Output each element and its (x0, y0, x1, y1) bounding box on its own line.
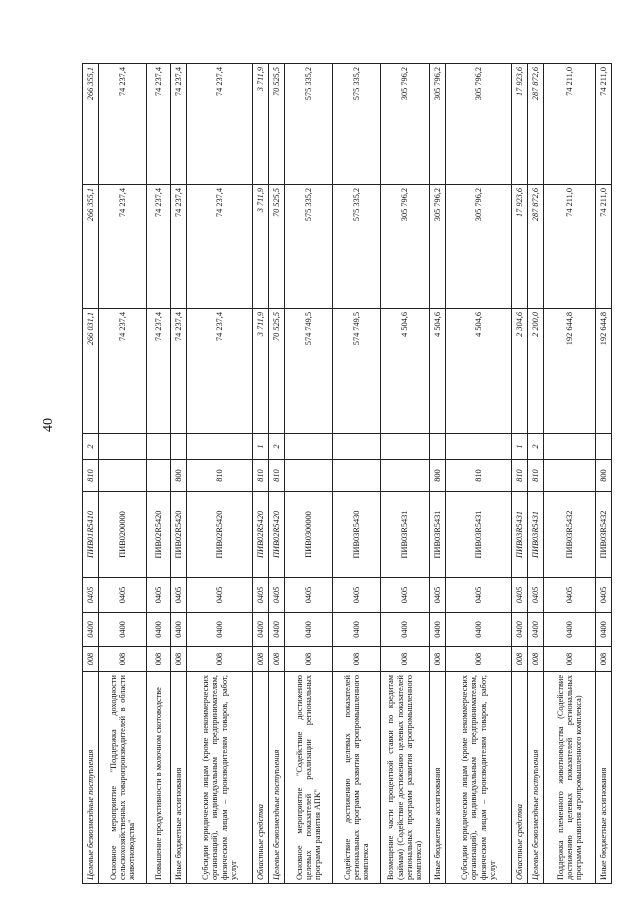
amount-2019-cell: 192 644,8 (596, 309, 612, 434)
target-article-cell: ПИВ02R5420 (269, 492, 285, 578)
budget-table (82, 63, 612, 884)
amount-2019-cell: 74 237,4 (187, 309, 253, 434)
amount-2021-cell: 287 872,6 (528, 64, 544, 185)
expense-type-cell: 810 (187, 460, 253, 492)
source-code-cell (147, 434, 171, 460)
amount-2019-cell: 74 237,4 (147, 309, 171, 434)
source-code-cell (171, 434, 187, 460)
expense-type-cell (99, 460, 147, 492)
table-row (171, 64, 187, 884)
name-cell: Целевые безвозмездные поступления (269, 672, 285, 884)
amount-2020-cell: 305 796,2 (381, 185, 430, 309)
name-cell: Целевые безвозмездные поступления (83, 672, 99, 884)
section-cell: 0400 (528, 613, 544, 647)
subsection-cell: 0405 (171, 578, 187, 613)
table-body (83, 64, 612, 884)
amount-2021-cell: 266 355,1 (83, 64, 99, 185)
ministry-code-cell: 008 (333, 647, 381, 672)
source-code-cell: 1 (253, 434, 269, 460)
expense-type-cell (333, 460, 381, 492)
ministry-code-cell: 008 (285, 647, 333, 672)
ministry-code-cell: 008 (381, 647, 430, 672)
amount-2021-cell: 305 796,2 (381, 64, 430, 185)
table-row (528, 64, 544, 884)
amount-2019-cell: 574 749,5 (285, 309, 333, 434)
amount-2019-cell: 3 711,9 (253, 309, 269, 434)
name-cell: Поддержка племенного животноводства (Содействие достижению целевых показателей региональных программ развития агропромышленного комплекса) (544, 672, 596, 884)
section-cell: 0400 (147, 613, 171, 647)
expense-type-cell: 810 (253, 460, 269, 492)
ministry-code-cell: 008 (430, 647, 446, 672)
expense-type-cell (544, 460, 596, 492)
expense-type-cell (285, 460, 333, 492)
amount-2021-cell: 3 711,9 (253, 64, 269, 185)
target-article-cell: ПИВ01R5410 (83, 492, 99, 578)
amount-2021-cell: 74 211,0 (544, 64, 596, 185)
amount-2021-cell: 305 796,2 (446, 64, 512, 185)
subsection-cell: 0405 (528, 578, 544, 613)
name-cell: Повышение продуктивности в молочном скотоводстве (147, 672, 171, 884)
amount-2021-cell: 74 237,4 (171, 64, 187, 185)
ministry-code-cell: 008 (171, 647, 187, 672)
amount-2020-cell: 74 237,4 (187, 185, 253, 309)
expense-type-cell: 810 (446, 460, 512, 492)
table-row (269, 64, 285, 884)
amount-2019-cell: 4 504,6 (430, 309, 446, 434)
amount-2019-cell: 574 749,5 (333, 309, 381, 434)
amount-2019-cell: 266 031,1 (83, 309, 99, 434)
source-code-cell (596, 434, 612, 460)
amount-2019-cell: 192 644,8 (544, 309, 596, 434)
source-code-cell: 1 (512, 434, 528, 460)
target-article-cell: ПИВ03R5431 (446, 492, 512, 578)
source-code-cell (381, 434, 430, 460)
page-number: 40 (41, 418, 56, 432)
table-row (512, 64, 528, 884)
subsection-cell: 0405 (333, 578, 381, 613)
amount-2020-cell: 575 335,2 (333, 185, 381, 309)
section-cell: 0400 (99, 613, 147, 647)
ministry-code-cell: 008 (147, 647, 171, 672)
name-cell: Иные бюджетные ассигнования (171, 672, 187, 884)
name-cell: Иные бюджетные ассигнования (430, 672, 446, 884)
section-cell: 0400 (83, 613, 99, 647)
ministry-code-cell: 008 (99, 647, 147, 672)
section-cell: 0400 (187, 613, 253, 647)
ministry-code-cell: 008 (269, 647, 285, 672)
amount-2021-cell: 575 335,2 (285, 64, 333, 185)
table-row (187, 64, 253, 884)
amount-2021-cell: 74 237,4 (147, 64, 171, 185)
subsection-cell: 0405 (285, 578, 333, 613)
amount-2020-cell: 70 525,5 (269, 185, 285, 309)
name-cell: Областные средства (253, 672, 269, 884)
amount-2019-cell: 74 237,4 (99, 309, 147, 434)
amount-2020-cell: 575 335,2 (285, 185, 333, 309)
table-row (83, 64, 99, 884)
table-row (333, 64, 381, 884)
name-cell: Субсидии юридическим лицам (кроме некоммерческих организаций), индивидуальным предпринимателям, физическим лицам – производителям товаров, работ, услуг (187, 672, 253, 884)
amount-2019-cell: 4 504,6 (446, 309, 512, 434)
subsection-cell: 0405 (544, 578, 596, 613)
table-row (253, 64, 269, 884)
target-article-cell: ПИВ03R5431 (512, 492, 528, 578)
source-code-cell (99, 434, 147, 460)
expense-type-cell (147, 460, 171, 492)
expense-type-cell: 810 (528, 460, 544, 492)
table-row (596, 64, 612, 884)
target-article-cell: ПИВ02R5420 (171, 492, 187, 578)
amount-2021-cell: 74 211,0 (596, 64, 612, 185)
amount-2020-cell: 74 237,4 (99, 185, 147, 309)
table-row (446, 64, 512, 884)
name-cell: Содействие достижению целевых показателей региональных программ развития агропромышленного комплекса (333, 672, 381, 884)
amount-2020-cell: 266 355,1 (83, 185, 99, 309)
expense-type-cell: 800 (430, 460, 446, 492)
amount-2021-cell: 17 923,6 (512, 64, 528, 185)
source-code-cell: 2 (83, 434, 99, 460)
ministry-code-cell: 008 (187, 647, 253, 672)
amount-2020-cell: 74 211,0 (544, 185, 596, 309)
subsection-cell: 0405 (147, 578, 171, 613)
source-code-cell (285, 434, 333, 460)
source-code-cell: 2 (528, 434, 544, 460)
target-article-cell: ПИВ03R5432 (596, 492, 612, 578)
section-cell: 0400 (381, 613, 430, 647)
source-code-cell (333, 434, 381, 460)
ministry-code-cell: 008 (528, 647, 544, 672)
target-article-cell: ПИВ03R5431 (430, 492, 446, 578)
name-cell: Целевые безвозмездные поступления (528, 672, 544, 884)
amount-2019-cell: 2 200,0 (528, 309, 544, 434)
rotated-table-page (82, 64, 608, 884)
table-row (285, 64, 333, 884)
target-article-cell: ПИВ03R5432 (544, 492, 596, 578)
section-cell: 0400 (269, 613, 285, 647)
expense-type-cell: 800 (596, 460, 612, 492)
table-row (147, 64, 171, 884)
table-row (430, 64, 446, 884)
section-cell: 0400 (171, 613, 187, 647)
target-article-cell: ПИВ02R5420 (147, 492, 171, 578)
section-cell: 0400 (253, 613, 269, 647)
subsection-cell: 0405 (83, 578, 99, 613)
subsection-cell: 0405 (381, 578, 430, 613)
target-article-cell: ПИВ02R5420 (253, 492, 269, 578)
section-cell: 0400 (544, 613, 596, 647)
subsection-cell: 0405 (269, 578, 285, 613)
ministry-code-cell: 008 (596, 647, 612, 672)
name-cell: Возмещение части процентной ставки по кредитам (займам) (Содействие достижению целевых показателей региональных программ развития агропромышленного комплекса) (381, 672, 430, 884)
ministry-code-cell: 008 (512, 647, 528, 672)
source-code-cell (187, 434, 253, 460)
target-article-cell: ПИВ0300000 (285, 492, 333, 578)
subsection-cell: 0405 (446, 578, 512, 613)
section-cell: 0400 (596, 613, 612, 647)
amount-2021-cell: 305 796,2 (430, 64, 446, 185)
section-cell: 0400 (446, 613, 512, 647)
expense-type-cell: 800 (171, 460, 187, 492)
table-row (381, 64, 430, 884)
name-cell: Субсидии юридическим лицам (кроме некоммерческих организаций), индивидуальным предпринимателям, физическим лицам – производителям товаров, работ, услуг (446, 672, 512, 884)
amount-2020-cell: 3 711,9 (253, 185, 269, 309)
table-row (544, 64, 596, 884)
amount-2020-cell: 74 211,0 (596, 185, 612, 309)
target-article-cell: ПИВ02R5420 (187, 492, 253, 578)
source-code-cell (446, 434, 512, 460)
subsection-cell: 0405 (430, 578, 446, 613)
subsection-cell: 0405 (596, 578, 612, 613)
name-cell: Основное мероприятие "Поддержка доходности сельскохозяйственных товаропроизводителей в области животноводства" (99, 672, 147, 884)
ministry-code-cell: 008 (544, 647, 596, 672)
amount-2021-cell: 74 237,4 (99, 64, 147, 185)
table-row (99, 64, 147, 884)
ministry-code-cell: 008 (446, 647, 512, 672)
source-code-cell (544, 434, 596, 460)
section-cell: 0400 (285, 613, 333, 647)
expense-type-cell (381, 460, 430, 492)
amount-2019-cell: 2 304,6 (512, 309, 528, 434)
amount-2020-cell: 17 923,6 (512, 185, 528, 309)
name-cell: Областные средства (512, 672, 528, 884)
amount-2019-cell: 74 237,4 (171, 309, 187, 434)
rotated-table-container (82, 64, 608, 884)
amount-2019-cell: 4 504,6 (381, 309, 430, 434)
source-code-cell: 2 (269, 434, 285, 460)
ministry-code-cell: 008 (253, 647, 269, 672)
name-cell: Основное мероприятие "Содействие достижению целевых показателей реализации региональных программ развития АПК" (285, 672, 333, 884)
amount-2020-cell: 74 237,4 (147, 185, 171, 309)
source-code-cell (430, 434, 446, 460)
amount-2020-cell: 305 796,2 (430, 185, 446, 309)
amount-2021-cell: 74 237,4 (187, 64, 253, 185)
name-cell: Иные бюджетные ассигнования (596, 672, 612, 884)
subsection-cell: 0405 (253, 578, 269, 613)
subsection-cell: 0405 (99, 578, 147, 613)
section-cell: 0400 (512, 613, 528, 647)
target-article-cell: ПИВ03R5431 (528, 492, 544, 578)
section-cell: 0400 (430, 613, 446, 647)
subsection-cell: 0405 (187, 578, 253, 613)
target-article-cell: ПИВ03R5431 (381, 492, 430, 578)
amount-2021-cell: 575 335,2 (333, 64, 381, 185)
amount-2020-cell: 305 796,2 (446, 185, 512, 309)
subsection-cell: 0405 (512, 578, 528, 613)
amount-2020-cell: 287 872,6 (528, 185, 544, 309)
amount-2019-cell: 70 525,5 (269, 309, 285, 434)
amount-2021-cell: 70 525,5 (269, 64, 285, 185)
expense-type-cell: 810 (269, 460, 285, 492)
expense-type-cell: 810 (512, 460, 528, 492)
target-article-cell: ПИВ0200000 (99, 492, 147, 578)
amount-2020-cell: 74 237,4 (171, 185, 187, 309)
ministry-code-cell: 008 (83, 647, 99, 672)
target-article-cell: ПИВ03R5430 (333, 492, 381, 578)
expense-type-cell: 810 (83, 460, 99, 492)
section-cell: 0400 (333, 613, 381, 647)
